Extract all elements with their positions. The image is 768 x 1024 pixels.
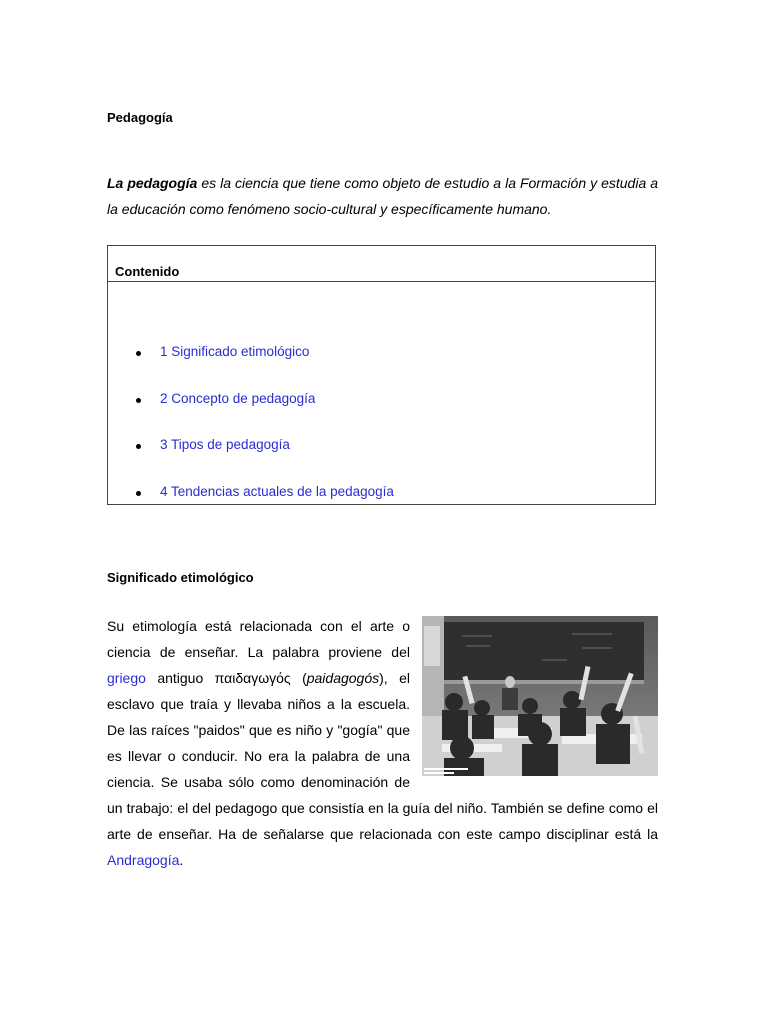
classroom-photo <box>422 616 658 776</box>
intro-term: La pedagogía <box>107 175 198 191</box>
link-andragogia[interactable]: Andragogía <box>107 852 180 868</box>
table-of-contents <box>107 245 656 505</box>
section-heading: Significado etimológico <box>107 570 254 585</box>
toc-link-2[interactable]: 2 Concepto de pedagogía <box>160 390 316 406</box>
section-paragraph <box>107 613 658 873</box>
para-text-2: antiguo παιδαγωγός ( <box>145 670 307 686</box>
toc-link-4[interactable]: 4 Tendencias actuales de la pedagogía <box>160 483 394 499</box>
toc-heading: Contenido <box>108 246 655 282</box>
toc-link-1[interactable]: 1 Significado etimológico <box>160 344 310 359</box>
para-text-3: ), el esclavo que traía y llevaba niños a la escuela. De las raíces "paidos" que es niño y "gogía" que es llevar o conducir. No era la palabra de una ciencia. Se usaba sólo como denominación de un trabajo: el del pedagogo que consistía en la guía del niño. También se define como el arte de enseñar. Ha de señalarse que relacionada con este campo disciplinar está la <box>107 670 658 842</box>
bullet-icon <box>136 398 141 403</box>
intro-text: es la ciencia que tiene como objeto de estudio a la Formación y estudia a la educación como fenómeno socio-cultural y específicamente humano. <box>107 175 659 217</box>
para-text-4: . <box>179 852 184 868</box>
bullet-icon <box>136 351 141 356</box>
toc-item <box>108 484 655 531</box>
bullet-icon <box>136 491 141 496</box>
para-text-1: Su etimología está relacionada con el arte o ciencia de enseñar. La palabra proviene del <box>107 618 410 660</box>
link-griego[interactable]: griego <box>107 670 146 686</box>
intro-paragraph <box>107 170 658 222</box>
toc-list <box>108 344 655 530</box>
bullet-icon <box>136 444 141 449</box>
toc-item <box>108 344 655 391</box>
para-italic-term: paidagogós <box>306 670 380 686</box>
toc-item <box>108 437 655 484</box>
toc-item <box>108 391 655 438</box>
page-title: Pedagogía <box>107 110 173 125</box>
toc-link-3[interactable]: 3 Tipos de pedagogía <box>160 437 290 452</box>
